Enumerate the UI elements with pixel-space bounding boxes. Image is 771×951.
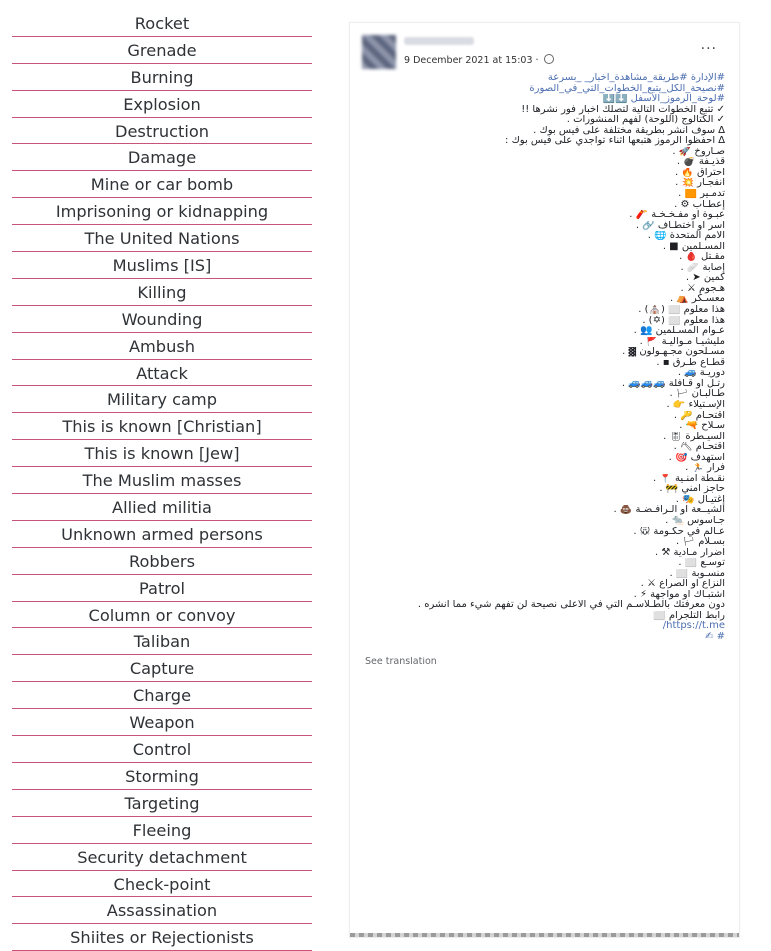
legend-row: This is known [Christian]: [12, 413, 312, 440]
post-line: رتـل أو قـافلة 🚙🚙🚙 .: [621, 378, 725, 389]
legend-row: Rocket: [12, 10, 312, 37]
legend-row: Charge: [12, 682, 312, 709]
legend-row: Taliban: [12, 628, 312, 655]
post-timestamp[interactable]: [404, 54, 554, 66]
post-line: أسر أو اختطـاف 🔗 .: [635, 220, 725, 231]
post-hashtag-line[interactable]: # ✍: [705, 631, 725, 642]
legend-row: Check-point: [12, 871, 312, 898]
legend-row: The United Nations: [12, 225, 312, 252]
legend-row: Military camp: [12, 386, 312, 413]
legend-row: The Muslim masses: [12, 467, 312, 494]
post-line: مليشيـا مـواليـة 🚩 .: [639, 336, 725, 347]
post-line: دون معرفتك بالطـلاسـم التي في الأعلى نصيحة لن تفهم شيء مما أنشره .: [417, 600, 725, 611]
legend-row: Ambush: [12, 333, 312, 360]
post-line: الإسـتيلاء 👉 .: [666, 399, 725, 410]
post-line: مسـلحون مجـهـولون ▓ .: [622, 347, 725, 358]
post-line: رابط التلجرام ⬜: [653, 610, 725, 621]
legend-row: Muslims [IS]: [12, 252, 312, 279]
post-line: عـالم في حكـومة 🐭 .: [633, 526, 725, 537]
legend-row: Robbers: [12, 548, 312, 575]
legend-row: Mine or car bomb: [12, 171, 312, 198]
post-line: النزاع أو الصراع ⚔ .: [640, 579, 725, 590]
legend-row: Patrol: [12, 575, 312, 602]
post-line: هذا معلوم ⬜ (⛪) .: [638, 305, 725, 316]
post-line: إصابة 🩹 .: [680, 262, 725, 273]
legend-row: Capture: [12, 655, 312, 682]
post-line: قذيـفة 💣 .: [676, 157, 725, 168]
author-name-redacted: [404, 37, 474, 45]
image-strip: [350, 933, 739, 937]
post-line: جـاسوس 🐀 .: [665, 515, 725, 526]
legend-row: Unknown armed persons: [12, 521, 312, 548]
legend-row: Shiites or Rejectionists: [12, 924, 312, 951]
see-translation-link[interactable]: See translation: [365, 656, 437, 667]
post-line: هذا معلوم ⬜ (✡) .: [642, 315, 725, 326]
legend-row: Control: [12, 736, 312, 763]
legend-row: Attack: [12, 360, 312, 387]
post-line: السيـطرة 🎚 .: [663, 431, 725, 442]
post-hashtag-line[interactable]: #لوحة_الرموز_الأسفل ⬇️⬇️: [602, 94, 725, 105]
post-line: اشتبـاك أو مواجهة ⚡ .: [633, 589, 725, 600]
post-line: منسـوبة ⬜ .: [669, 568, 725, 579]
legend-row: Fleeing: [12, 817, 312, 844]
legend-row: Allied militia: [12, 494, 312, 521]
post-line: صـاروخ 🚀 .: [672, 146, 725, 157]
post-line: ∆ سوف أنشر بطريقة مختلفة على فيس بوك .: [533, 125, 725, 136]
post-line: فرار 🏃 .: [685, 463, 725, 474]
post-line: بسـلام 🏳 .: [675, 537, 725, 548]
post-line: إغتيـال 🎭 .: [675, 494, 725, 505]
post-line: مقـتل 🩸 .: [679, 252, 725, 263]
post-line: عـوام المسـلمين 👥 .: [633, 326, 725, 337]
legend-row: Burning: [12, 64, 312, 91]
legend-row: Column or convoy: [12, 602, 312, 629]
post-line: نقـطة أمنـية 📍 .: [653, 473, 725, 484]
post-line: عبـوة أو مفـخـخـة 🧨 .: [629, 210, 725, 221]
more-options-icon[interactable]: ···: [700, 41, 717, 57]
legend-row: Wounding: [12, 306, 312, 333]
post-line: انفجـار 💥 .: [675, 178, 725, 189]
post-line: ✓ الكتالوج (اللوحة) لفهم المنشورات .: [566, 115, 725, 126]
post-line: سـلاح 🔫 .: [679, 421, 725, 432]
legend-row: Weapon: [12, 709, 312, 736]
post-line: الأمم المتحدة 🌐 .: [647, 231, 725, 242]
facebook-post: [349, 22, 740, 938]
legend-row: This is known [Jew]: [12, 440, 312, 467]
globe-icon: [544, 54, 554, 64]
post-line: قطـاع طـرق ▪ .: [656, 357, 725, 368]
legend-row: Security detachment: [12, 844, 312, 871]
legend-row: Targeting: [12, 790, 312, 817]
timestamp-text: 9 December 2021 at 15:03 ·: [404, 55, 539, 66]
legend-row: Destruction: [12, 118, 312, 145]
post-line: طـالبـان 🏳 .: [669, 389, 725, 400]
legend-row: Storming: [12, 763, 312, 790]
post-line: المسـلمين ■ .: [662, 241, 725, 252]
post-line: دوريـة 🚙 .: [677, 368, 725, 379]
post-line: معسـكر ⛺ .: [669, 294, 725, 305]
post-body: [365, 73, 725, 667]
post-line: ∆ احفظوا الرموز هتبعها أثناء تواجدي على فيس بوك :: [505, 136, 725, 147]
post-line: كمين ➤ .: [685, 273, 725, 284]
legend-row: Grenade: [12, 37, 312, 64]
legend-row: Explosion: [12, 91, 312, 118]
post-line: استهدف 🎯 .: [668, 452, 725, 463]
post-line: اقتحـام 🔑 .: [673, 410, 725, 421]
legend-row: Assassination: [12, 897, 312, 924]
post-line: هـجوم ⚔ .: [680, 283, 725, 294]
post-line: أضرار مـادية ⚒ .: [654, 547, 725, 558]
legend-row: Imprisoning or kidnapping: [12, 198, 312, 225]
post-hashtag-line[interactable]: #نصيحة_الكل_يتبع_الخطوات_التي_في_الصورة: [529, 83, 725, 94]
avatar: [362, 35, 396, 69]
post-line: ✓ تتبع الخطوات التالية لتصلك أخبار فور نشرها !!: [521, 104, 725, 115]
legend-table: [12, 10, 312, 951]
legend-row: Killing: [12, 279, 312, 306]
legend-row: Damage: [12, 144, 312, 171]
post-line: اقتحـام ⛏ .: [673, 442, 725, 453]
post-hashtag-line[interactable]: #الإدارة #طريقة_مشاهدة_أخبار_ _بسرعة: [547, 73, 725, 83]
post-line: إعطـاب ⚙ .: [674, 199, 725, 210]
post-line: احتراق 🔥 .: [674, 167, 725, 178]
post-line: حاجز أمني 🚧 .: [659, 484, 725, 495]
post-line: الشيــعة أو الـرافـضـة 💩 .: [613, 505, 725, 516]
post-link[interactable]: https://t.me/: [662, 621, 725, 632]
post-line: تدمـير 🟧 .: [678, 189, 725, 200]
post-line: توسـع ⬜ .: [678, 558, 725, 569]
